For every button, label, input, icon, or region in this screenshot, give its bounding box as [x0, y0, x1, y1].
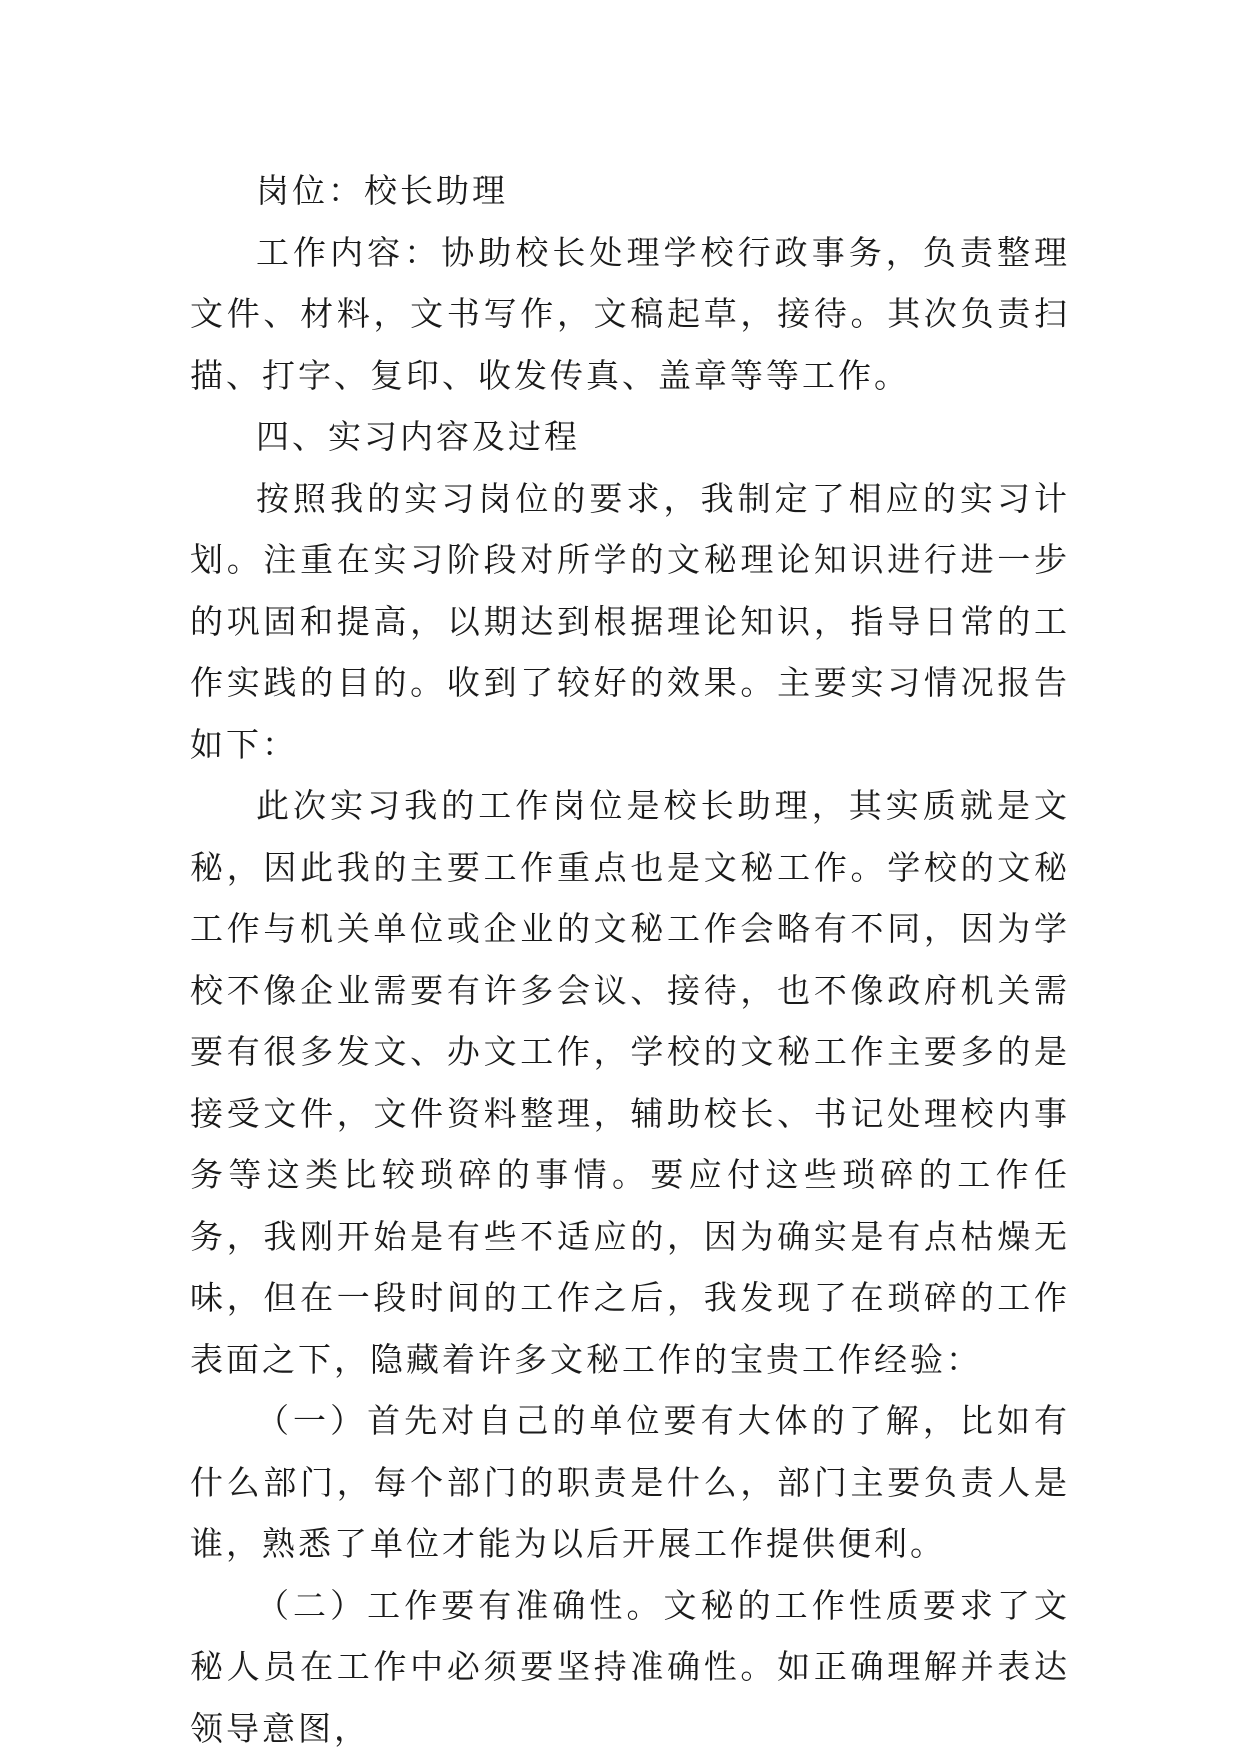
- paragraph-work-description: 此次实习我的工作岗位是校长助理，其实质就是文秘，因此我的主要工作重点也是文秘工作。学校的文秘工作与机关单位或企业的文秘工作会略有不同，因为学校不像企业需要有许多会议、接待，也不像政府机关需要有很多发文、办文工作，学校的文秘工作主要多的是接受文件，文件资料整理，辅助校长、书记处理校内事务等这类比较琐碎的事情。要应付这些琐碎的工作任务，我刚开始是有些不适应的，因为确实是有点枯燥无味，但在一段时间的工作之后，我发现了在琐碎的工作表面之下，隐藏着许多文秘工作的宝贵工作经验：: [190, 775, 1070, 1390]
- paragraph-position: 岗位：校长助理: [190, 160, 1070, 222]
- paragraph-plan: 按照我的实习岗位的要求，我制定了相应的实习计划。注重在实习阶段对所学的文秘理论知识进行进一步的巩固和提高，以期达到根据理论知识，指导日常的工作实践的目的。收到了较好的效果。主要实习情况报告如下：: [190, 468, 1070, 776]
- paragraph-item-2: （二）工作要有准确性。文秘的工作性质要求了文秘人员在工作中必须要坚持准确性。如正确理解并表达领导意图，: [190, 1575, 1070, 1759]
- document-body: [190, 160, 1070, 1759]
- paragraph-job-content: 工作内容：协助校长处理学校行政事务，负责整理文件、材料，文书写作，文稿起草，接待。其次负责扫描、打字、复印、收发传真、盖章等等工作。: [190, 222, 1070, 407]
- paragraph-item-1: （一）首先对自己的单位要有大体的了解，比如有什么部门，每个部门的职责是什么，部门主要负责人是谁，熟悉了单位才能为以后开展工作提供便利。: [190, 1390, 1070, 1575]
- section-heading-internship: 四、实习内容及过程: [190, 406, 1070, 468]
